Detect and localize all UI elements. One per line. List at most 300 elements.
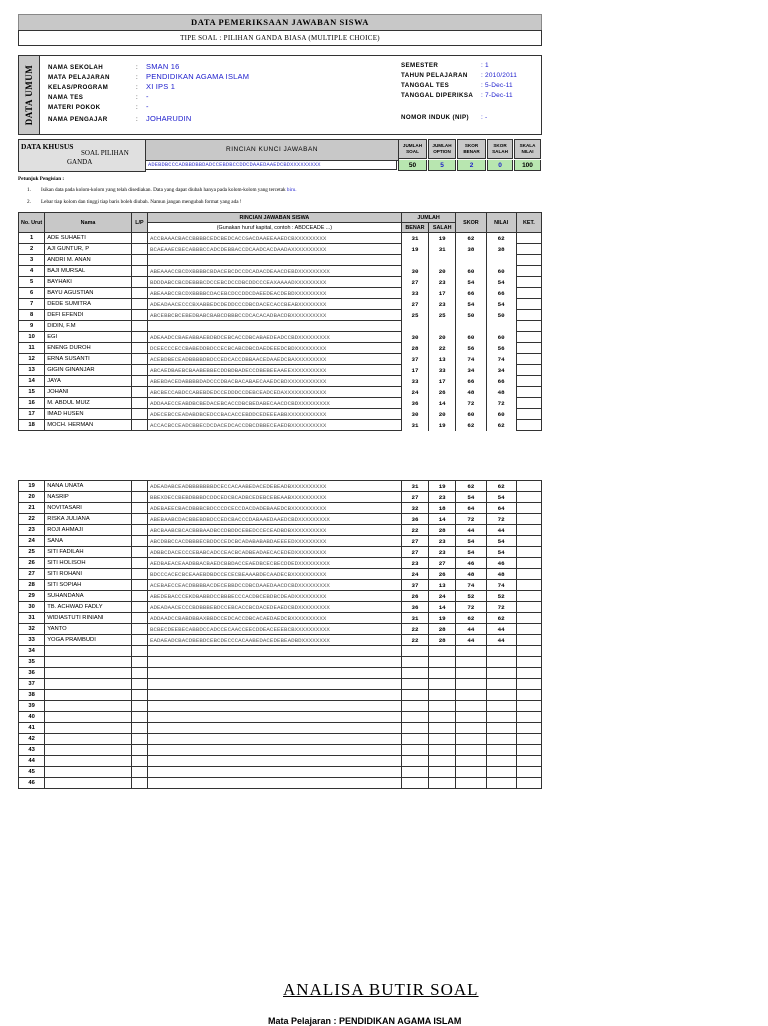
- student-answers[interactable]: [147, 668, 401, 679]
- col-header-grade: NILAI: [486, 213, 516, 233]
- info-value[interactable]: JOHARUDIN: [146, 114, 192, 123]
- student-answers[interactable]: [147, 657, 401, 668]
- grade: 64: [486, 503, 516, 514]
- student-answers[interactable]: ABEAAACCBCDXBBBBCBDACEBCDCCDCADACDEAACDEBDXXXXXXXXX: [147, 266, 401, 277]
- note[interactable]: [516, 657, 541, 668]
- table-row: [19, 723, 542, 734]
- correct-count: 26: [401, 591, 428, 602]
- student-name[interactable]: [45, 723, 132, 734]
- info-row: [48, 72, 249, 81]
- note[interactable]: [516, 321, 541, 332]
- student-number: 44: [19, 756, 45, 767]
- note[interactable]: [516, 409, 541, 420]
- student-name[interactable]: SITI ROHANI: [45, 569, 132, 580]
- student-gender[interactable]: [131, 745, 147, 756]
- student-number: 34: [19, 646, 45, 657]
- student-name[interactable]: [45, 701, 132, 712]
- table-row: [19, 624, 542, 635]
- correct-count: 23: [401, 558, 428, 569]
- info-value[interactable]: : 1: [481, 62, 489, 69]
- score: [456, 756, 486, 767]
- note[interactable]: [516, 233, 541, 244]
- wrong-count: [429, 723, 456, 734]
- student-number: 27: [19, 569, 45, 580]
- student-gender[interactable]: [131, 481, 147, 492]
- student-answers[interactable]: [147, 679, 401, 690]
- note[interactable]: [516, 569, 541, 580]
- student-name[interactable]: IMAD HUSEN: [45, 409, 132, 420]
- note[interactable]: [516, 734, 541, 745]
- student-number: 9: [19, 321, 45, 332]
- student-name[interactable]: AJI GUNTUR, P: [45, 244, 132, 255]
- student-answers[interactable]: [147, 778, 401, 789]
- student-gender[interactable]: [131, 580, 147, 591]
- student-name[interactable]: NASRIP: [45, 492, 132, 503]
- correct-count: 31: [401, 613, 428, 624]
- wrong-count: [429, 712, 456, 723]
- note[interactable]: [516, 277, 541, 288]
- student-name[interactable]: SUHANDANA: [45, 591, 132, 602]
- info-colon: :: [136, 64, 139, 71]
- student-answers[interactable]: ACCBAAACBACCBBBBCEDCBEDCACCGACDAAEEAAEDCBXXXXXXXXX: [147, 233, 401, 244]
- student-gender[interactable]: [131, 409, 147, 420]
- student-name[interactable]: [45, 767, 132, 778]
- student-number: 2: [19, 244, 45, 255]
- note[interactable]: [516, 299, 541, 310]
- note[interactable]: [516, 492, 541, 503]
- student-answers[interactable]: ABEAABCCBCDXBBBBCDACEBCDCCDDCDAEEDEACDEBDXXXXXXXXX: [147, 288, 401, 299]
- score: 44: [456, 525, 486, 536]
- student-gender[interactable]: [131, 613, 147, 624]
- student-gender[interactable]: [131, 668, 147, 679]
- student-gender[interactable]: [131, 398, 147, 409]
- instruction-1-text: Isikan data pada kolom-kolom yang telah disediakan. Data yang dapat diubah hanya pada kolom-kolom yang tercetak: [41, 187, 286, 193]
- note[interactable]: [516, 690, 541, 701]
- student-gender[interactable]: [131, 365, 147, 376]
- student-name[interactable]: WIDIASTUTI RINIANI: [45, 613, 132, 624]
- student-name[interactable]: BAYHAKI: [45, 277, 132, 288]
- wrong-count: 26: [429, 387, 456, 398]
- student-gender[interactable]: [131, 288, 147, 299]
- grade: 60: [486, 332, 516, 343]
- student-number: 39: [19, 701, 45, 712]
- wrong-count: 23: [429, 492, 456, 503]
- student-name[interactable]: BAYU AGUSTIAN: [45, 288, 132, 299]
- grade: 54: [486, 277, 516, 288]
- key-stat-header-line2: SALAH: [492, 149, 508, 154]
- student-name[interactable]: SITI FADILAH: [45, 547, 132, 558]
- student-answers[interactable]: ACEBAECCEACDBBBBACDECEBBDCCDBCDAAEDAACDCBDXXXXXXXXX: [147, 580, 401, 591]
- grade: 72: [486, 602, 516, 613]
- student-name[interactable]: SANA: [45, 536, 132, 547]
- note[interactable]: [516, 723, 541, 734]
- info-value[interactable]: : 7-Dec-11: [481, 92, 513, 99]
- student-gender[interactable]: [131, 657, 147, 668]
- student-name[interactable]: NANA UNATA: [45, 481, 132, 492]
- note[interactable]: [516, 547, 541, 558]
- table-row: [19, 580, 542, 591]
- correct-count: 30: [401, 266, 428, 277]
- student-answers[interactable]: [147, 321, 401, 332]
- table-row: [19, 569, 542, 580]
- key-stat-header-line2: OPTION: [433, 149, 451, 154]
- note[interactable]: [516, 668, 541, 679]
- correct-count: 33: [401, 288, 428, 299]
- key-stat-value[interactable]: 0: [487, 160, 513, 171]
- answer-key-header: RINCIAN KUNCI JAWABAN: [145, 139, 399, 161]
- student-answers[interactable]: BCAEAAECBECABBBCCADCDEBBACCDCAADCACDAADAXXXXXXXXXX: [147, 244, 401, 255]
- grade: 72: [486, 514, 516, 525]
- score: 60: [456, 332, 486, 343]
- info-value[interactable]: : 2010/2011: [481, 72, 518, 79]
- info-value[interactable]: SMAN 16: [146, 62, 180, 71]
- correct-count: [401, 646, 428, 657]
- student-name[interactable]: YOGA PRAMBUDI: [45, 635, 132, 646]
- info-label: KELAS/PROGRAM: [48, 84, 109, 91]
- info-value[interactable]: -: [146, 92, 149, 101]
- student-name[interactable]: TB. ACHWAD FADLY: [45, 602, 132, 613]
- answer-key-input[interactable]: ADEBDBCCCADBBDBBDADCCEBDBCCDDCDAAEDAAEDCBDXXXXXXXXX: [145, 160, 397, 170]
- student-name[interactable]: M. ABDUL MUIZ: [45, 398, 132, 409]
- student-answers[interactable]: [147, 701, 401, 712]
- note[interactable]: [516, 343, 541, 354]
- student-answers[interactable]: ADECEBCCEADABDBCEDCCBACACCEBDDCEDEEEABBXXXXXXXXXXX: [147, 409, 401, 420]
- wrong-count: 20: [429, 409, 456, 420]
- student-answers[interactable]: ABEBDACEDABBBBDADCCCDBACBACABAECAAEDCBDXXXXXXXXXXX: [147, 376, 401, 387]
- student-answers[interactable]: [147, 712, 401, 723]
- table-row: [19, 756, 542, 767]
- info-value[interactable]: : 5-Dec-11: [481, 82, 513, 89]
- student-name[interactable]: JAYA: [45, 376, 132, 387]
- note[interactable]: [516, 332, 541, 343]
- instruction-2: [27, 199, 242, 205]
- correct-count: [401, 690, 428, 701]
- info-colon: :: [136, 74, 139, 81]
- info-value[interactable]: : -: [481, 114, 488, 121]
- info-label: SEMESTER: [401, 62, 439, 69]
- student-name[interactable]: RISKA JULIANA: [45, 514, 132, 525]
- correct-count: [401, 679, 428, 690]
- table-row: [19, 591, 542, 602]
- note[interactable]: [516, 266, 541, 277]
- student-number: 11: [19, 343, 45, 354]
- note[interactable]: [516, 613, 541, 624]
- info-value[interactable]: -: [146, 102, 149, 111]
- student-answers[interactable]: BCBECDEEBECABBDCCADCCECAACCEECDDEACEEEBCBXXXXXXXXXX: [147, 624, 401, 635]
- table-row: [19, 409, 542, 420]
- student-gender[interactable]: [131, 712, 147, 723]
- student-gender[interactable]: [131, 778, 147, 789]
- student-name[interactable]: EGI: [45, 332, 132, 343]
- wrong-count: 17: [429, 288, 456, 299]
- grade: 54: [486, 492, 516, 503]
- student-gender[interactable]: [131, 646, 147, 657]
- student-name[interactable]: [45, 668, 132, 679]
- student-answers[interactable]: ABEDEBACCCEKDBABBDCCBBBECCCACDBCEBDBCDEADXXXXXXXXX: [147, 591, 401, 602]
- note[interactable]: [516, 745, 541, 756]
- note[interactable]: [516, 503, 541, 514]
- info-value[interactable]: XI IPS 1: [146, 82, 176, 91]
- correct-count: 36: [401, 602, 428, 613]
- note[interactable]: [516, 376, 541, 387]
- student-gender[interactable]: [131, 756, 147, 767]
- student-gender[interactable]: [131, 420, 147, 431]
- grade: 44: [486, 624, 516, 635]
- student-name[interactable]: MOCH. HERMAN: [45, 420, 132, 431]
- student-number: 30: [19, 602, 45, 613]
- grade: [486, 690, 516, 701]
- correct-count: 22: [401, 635, 428, 646]
- student-name[interactable]: GIGIN GINANJAR: [45, 365, 132, 376]
- student-name[interactable]: [45, 745, 132, 756]
- instruction-1-number: 1.: [27, 187, 31, 193]
- student-name[interactable]: [45, 657, 132, 668]
- grade: [486, 745, 516, 756]
- student-name[interactable]: YANTO: [45, 624, 132, 635]
- student-answers[interactable]: ADEADAACECCCBXABBEDCDEDDCCCDBCDACECACCBEABXXXXXXXX: [147, 299, 401, 310]
- key-stat-value[interactable]: 100: [514, 160, 541, 171]
- student-answers[interactable]: ABCDBBCCACDBBBECBDDCCEDCBCADABABABDAEEEEDXXXXXXXXX: [147, 536, 401, 547]
- wrong-count: [429, 756, 456, 767]
- student-gender[interactable]: [131, 321, 147, 332]
- student-gender[interactable]: [131, 734, 147, 745]
- score: 74: [456, 580, 486, 591]
- student-gender[interactable]: [131, 310, 147, 321]
- correct-count: 24: [401, 569, 428, 580]
- student-gender[interactable]: [131, 690, 147, 701]
- correct-count: 28: [401, 343, 428, 354]
- note[interactable]: [516, 646, 541, 657]
- student-gender[interactable]: [131, 701, 147, 712]
- note[interactable]: [516, 580, 541, 591]
- note[interactable]: [516, 481, 541, 492]
- student-gender[interactable]: [131, 679, 147, 690]
- student-answers[interactable]: BDDDABCCBCDEBBBCDCCEBCDCCDBCDDCCCEAXAAAADXXXXXXXXX: [147, 277, 401, 288]
- note[interactable]: [516, 244, 541, 255]
- student-gender[interactable]: [131, 503, 147, 514]
- student-answers[interactable]: [147, 723, 401, 734]
- student-answers[interactable]: ADDAADCCBABDBBAXBBDCCEDCACCDBCACAEDAEDCBXXXXXXXXXX: [147, 613, 401, 624]
- student-name[interactable]: [45, 734, 132, 745]
- student-name[interactable]: ADE SUHAETI: [45, 233, 132, 244]
- correct-count: 31: [401, 420, 428, 431]
- key-stat-value[interactable]: 5: [428, 160, 456, 171]
- student-answers[interactable]: [147, 745, 401, 756]
- student-answers[interactable]: ADEAADCCBAEABBAEBDBDCEBCACCDBCABAEDEADCCBDXXXXXXXXX: [147, 332, 401, 343]
- student-gender[interactable]: [131, 233, 147, 244]
- student-gender[interactable]: [131, 558, 147, 569]
- student-number: 1: [19, 233, 45, 244]
- student-answers[interactable]: ABEBAABCDACBBEBDBDCCEDCBACCCDABAAEDAAEDCBDXXXXXXXXX: [147, 514, 401, 525]
- note[interactable]: [516, 701, 541, 712]
- student-answers[interactable]: ABCEBBCBCEBEDBABCBABCDBBBCCDCACACADBACDBXXXXXXXXXX: [147, 310, 401, 321]
- student-name[interactable]: ENENG DUROH: [45, 343, 132, 354]
- table-row: [19, 354, 542, 365]
- student-gender[interactable]: [131, 332, 147, 343]
- student-gender[interactable]: [131, 602, 147, 613]
- key-stat-value[interactable]: 2: [457, 160, 486, 171]
- student-name[interactable]: NOVITASARI: [45, 503, 132, 514]
- student-gender[interactable]: [131, 354, 147, 365]
- note[interactable]: [516, 387, 541, 398]
- student-answers[interactable]: [147, 756, 401, 767]
- student-name[interactable]: ERNA SUSANTI: [45, 354, 132, 365]
- student-answers[interactable]: BDCCCACECBCEAAEBDBDCCECECBEAAABDECAADECBXXXXXXXXXX: [147, 569, 401, 580]
- student-answers[interactable]: ADEADABCEADBBBBBBBDCECCACAABEDACEDEBEADBXXXXXXXXXX: [147, 481, 401, 492]
- note[interactable]: [516, 310, 541, 321]
- student-name[interactable]: [45, 690, 132, 701]
- student-name[interactable]: BAJI MURSAL: [45, 266, 132, 277]
- student-number: 24: [19, 536, 45, 547]
- table-row: [19, 536, 542, 547]
- student-answers[interactable]: EADAEADCBACDBEBDCEBCDECCCACAABEDACEDEBEADBDXXXXXXXX: [147, 635, 401, 646]
- student-gender[interactable]: [131, 343, 147, 354]
- student-gender[interactable]: [131, 723, 147, 734]
- analysis-title: ANALISA BUTIR SOAL: [283, 980, 479, 999]
- student-gender[interactable]: [131, 767, 147, 778]
- score: [456, 712, 486, 723]
- score: 52: [456, 591, 486, 602]
- info-row: [401, 62, 489, 69]
- grade: 54: [486, 299, 516, 310]
- student-name[interactable]: [45, 679, 132, 690]
- student-name[interactable]: DEFI EFENDI: [45, 310, 132, 321]
- student-name[interactable]: [45, 646, 132, 657]
- key-stat-header: [487, 139, 513, 159]
- grade: [486, 255, 516, 266]
- key-stat-header-line2: SOAL: [406, 149, 419, 154]
- col-header-correct: BENAR: [401, 223, 428, 233]
- student-answers[interactable]: AEDBAEACEAADBBACBAEDCBBDACCEAEDBCECBECDDEDXXXXXXXXX: [147, 558, 401, 569]
- score: 54: [456, 299, 486, 310]
- student-gender[interactable]: [131, 525, 147, 536]
- student-name[interactable]: [45, 756, 132, 767]
- student-gender[interactable]: [131, 547, 147, 558]
- score: [456, 668, 486, 679]
- student-name[interactable]: SITI HOLISOH: [45, 558, 132, 569]
- note[interactable]: [516, 679, 541, 690]
- note[interactable]: [516, 536, 541, 547]
- wrong-count: 14: [429, 602, 456, 613]
- score: 44: [456, 635, 486, 646]
- student-gender[interactable]: [131, 387, 147, 398]
- student-name[interactable]: ROJI AHMAJI: [45, 525, 132, 536]
- correct-count: [401, 255, 428, 266]
- grade: 38: [486, 244, 516, 255]
- student-name[interactable]: [45, 712, 132, 723]
- student-answers[interactable]: [147, 690, 401, 701]
- student-gender[interactable]: [131, 569, 147, 580]
- student-gender[interactable]: [131, 536, 147, 547]
- student-answer-table: [18, 212, 542, 431]
- info-row: [48, 82, 175, 91]
- student-gender[interactable]: [131, 635, 147, 646]
- wrong-count: 28: [429, 624, 456, 635]
- note[interactable]: [516, 365, 541, 376]
- student-number: 46: [19, 778, 45, 789]
- table-row: [19, 668, 542, 679]
- student-answers[interactable]: DCEECCCECCBABEDDBDCCECBCABCDBCDAEDEEEDCBDXXXXXXXXX: [147, 343, 401, 354]
- student-name[interactable]: [45, 778, 132, 789]
- table-row: [19, 679, 542, 690]
- student-name[interactable]: SITI SOPIAH: [45, 580, 132, 591]
- student-answers[interactable]: ADDAAECCEABDBCBEDACEBCACCDBCBEDABECAACDCBDXXXXXXXXX: [147, 398, 401, 409]
- note[interactable]: [516, 420, 541, 431]
- student-answers[interactable]: [147, 734, 401, 745]
- wrong-count: 22: [429, 343, 456, 354]
- student-number: 12: [19, 354, 45, 365]
- note[interactable]: [516, 525, 541, 536]
- correct-count: 19: [401, 244, 428, 255]
- student-answers[interactable]: ADEADAACECCCBDBBBEBDCCEBCACCBCDACEDEAEDCBDXXXXXXXXX: [147, 602, 401, 613]
- grade: [486, 767, 516, 778]
- student-gender[interactable]: [131, 514, 147, 525]
- student-answers[interactable]: BBEXDECCBEBDBBBDCDDCEDCBCADBCEDEBCEBEAABXXXXXXXXXX: [147, 492, 401, 503]
- note[interactable]: [516, 767, 541, 778]
- note[interactable]: [516, 635, 541, 646]
- note[interactable]: [516, 558, 541, 569]
- key-stat-value[interactable]: 50: [398, 160, 427, 171]
- note[interactable]: [516, 514, 541, 525]
- note[interactable]: [516, 756, 541, 767]
- table-row: [19, 376, 542, 387]
- wrong-count: 14: [429, 514, 456, 525]
- note[interactable]: [516, 712, 541, 723]
- student-answers[interactable]: ABCBECCABDCCABEBDEDCCEDDDCCDEBCEADCEDAXXXXXXXXXXXX: [147, 387, 401, 398]
- student-answers[interactable]: ADEBAEECBACDBBBCBDCCCDCECCDACDADEBAAEDCBXXXXXXXXXX: [147, 503, 401, 514]
- col-header-answers: RINCIAN JAWABAN SISWA: [147, 213, 401, 223]
- student-number: 35: [19, 657, 45, 668]
- student-gender[interactable]: [131, 492, 147, 503]
- info-row: [48, 102, 149, 111]
- note[interactable]: [516, 624, 541, 635]
- note[interactable]: [516, 778, 541, 789]
- student-name[interactable]: DIDIN, F.M: [45, 321, 132, 332]
- student-name[interactable]: DEDE SUMITRA: [45, 299, 132, 310]
- wrong-count: 19: [429, 233, 456, 244]
- info-value[interactable]: PENDIDIKAN AGAMA ISLAM: [146, 72, 250, 81]
- student-answers[interactable]: ABCAEDBAEBCBAABEBBECDDBDBADECCDBEBEEAAEEXXXXXXXXXX: [147, 365, 401, 376]
- student-gender[interactable]: [131, 591, 147, 602]
- student-answers[interactable]: [147, 646, 401, 657]
- student-gender[interactable]: [131, 266, 147, 277]
- info-label: MATA PELAJARAN: [48, 74, 110, 81]
- student-answers[interactable]: ADBBCDACECCCEBABCADCCEACBCADBEADAECACEDEDXXXXXXXXX: [147, 547, 401, 558]
- note[interactable]: [516, 398, 541, 409]
- key-stat-header-line1: SKALA: [519, 143, 536, 148]
- student-gender[interactable]: [131, 299, 147, 310]
- student-name[interactable]: ANDRI M. ANAN: [45, 255, 132, 266]
- student-gender[interactable]: [131, 277, 147, 288]
- note[interactable]: [516, 354, 541, 365]
- student-gender[interactable]: [131, 624, 147, 635]
- note[interactable]: [516, 591, 541, 602]
- wrong-count: [429, 255, 456, 266]
- student-gender[interactable]: [131, 255, 147, 266]
- note[interactable]: [516, 602, 541, 613]
- student-answers[interactable]: ACCACBCCEADCBBECDCDACEDCACCDBCDBBECEAEDBXXXXXXXXXX: [147, 420, 401, 431]
- student-answers[interactable]: ABCBAABCBCACBBBAADBCCDBDDCEBEDCCECEADBDBXXXXXXXXXX: [147, 525, 401, 536]
- correct-count: 24: [401, 387, 428, 398]
- note[interactable]: [516, 255, 541, 266]
- student-gender[interactable]: [131, 376, 147, 387]
- student-name[interactable]: JOHANI: [45, 387, 132, 398]
- student-answers[interactable]: [147, 767, 401, 778]
- student-answers[interactable]: ACEBDBECEADBBBBDBDCCEDCACCDBBAACEDAAEDCBAXXXXXXXXX: [147, 354, 401, 365]
- student-gender[interactable]: [131, 244, 147, 255]
- note[interactable]: [516, 288, 541, 299]
- student-answers[interactable]: [147, 255, 401, 266]
